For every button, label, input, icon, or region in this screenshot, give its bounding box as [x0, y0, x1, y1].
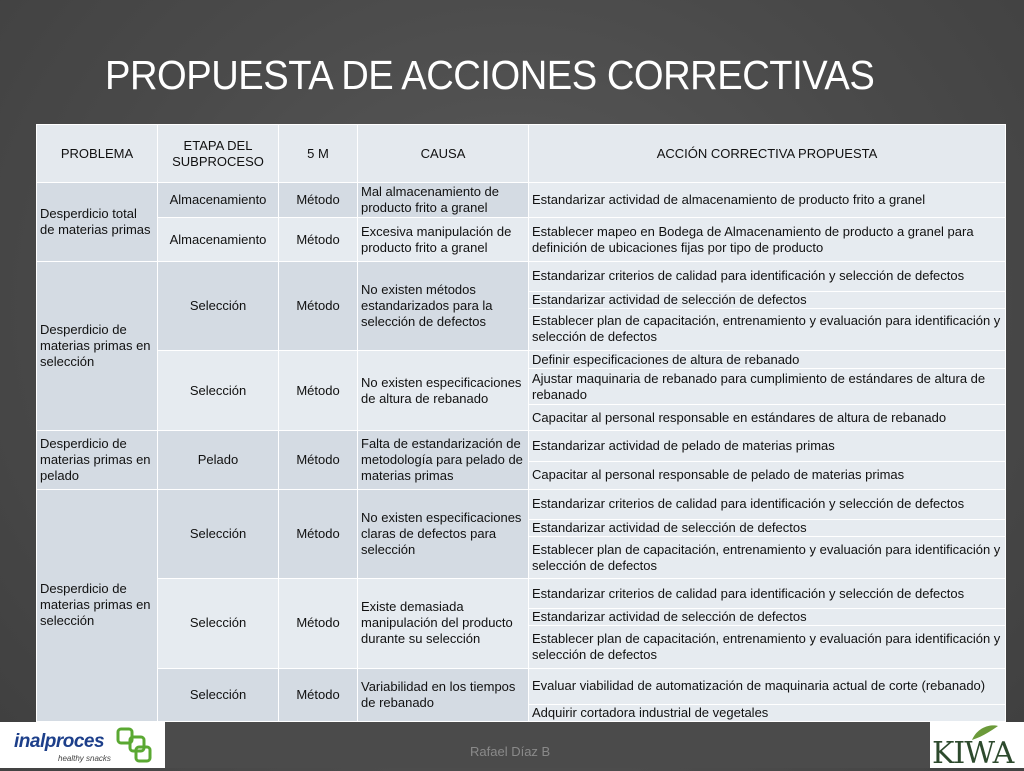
cause-cell: Excesiva manipulación de producto frito a granel [358, 218, 529, 261]
m-cell: Método [279, 489, 358, 578]
problem-cell: Desperdicio de materias primas en selección [37, 261, 158, 431]
action-cell: Estandarizar actividad de selección de defectos [529, 519, 1006, 536]
action-cell: Estandarizar criterios de calidad para identificación y selección de defectos [529, 579, 1006, 609]
kiwa-logo [930, 722, 1024, 771]
stage-cell: Almacenamiento [158, 218, 279, 261]
inalproces-logo-text: inalproces [14, 731, 105, 752]
header-etapa: ETAPA DEL SUBPROCESO [158, 125, 279, 183]
m-cell: Método [279, 183, 358, 218]
action-cell: Estandarizar actividad de selección de defectos [529, 291, 1006, 308]
stage-cell: Selección [158, 351, 279, 431]
action-cell: Definir especificaciones de altura de rebanado [529, 351, 1006, 369]
cause-cell: Variabilidad en los tiempos de rebanado [358, 668, 529, 721]
action-cell: Estandarizar criterios de calidad para identificación y selección de defectos [529, 489, 1006, 519]
problem-cell: Desperdicio de materias primas en pelado [37, 431, 158, 489]
action-cell: Adquirir cortadora industrial de vegetales [529, 704, 1006, 721]
m-cell: Método [279, 261, 358, 350]
problem-cell: Desperdicio de materias primas en selección [37, 489, 158, 721]
stage-cell: Selección [158, 261, 279, 350]
action-cell: Estandarizar actividad de selección de defectos [529, 609, 1006, 626]
action-cell: Establecer plan de capacitación, entrenamiento y evaluación para identificación y selección de defectos [529, 308, 1006, 350]
action-cell: Estandarizar actividad de pelado de materias primas [529, 431, 1006, 461]
corrective-actions-table [36, 124, 1005, 722]
m-cell: Método [279, 351, 358, 431]
action-cell: Ajustar maquinaria de rebanado para cumplimiento de estándares de altura de rebanado [529, 369, 1006, 405]
action-cell: Evaluar viabilidad de automatización de maquinaria actual de corte (rebanado) [529, 668, 1006, 704]
author-name: Rafael Díaz B [470, 744, 551, 759]
action-cell: Establecer plan de capacitación, entrenamiento y evaluación para identificación y selección de defectos [529, 626, 1006, 668]
cause-cell: Mal almacenamiento de producto frito a granel [358, 183, 529, 218]
cause-cell: No existen métodos estandarizados para la selección de defectos [358, 261, 529, 350]
cause-cell: No existen especificaciones de altura de rebanado [358, 351, 529, 431]
inalproces-mark-icon [114, 725, 154, 765]
stage-cell: Selección [158, 579, 279, 668]
table-row [37, 431, 1006, 461]
table-row [37, 183, 1006, 218]
cause-cell: Existe demasiada manipulación del producto durante su selección [358, 579, 529, 668]
problem-cell: Desperdicio total de materias primas [37, 183, 158, 261]
table-row [37, 218, 1006, 261]
action-cell: Estandarizar criterios de calidad para identificación y selección de defectos [529, 261, 1006, 291]
table-row [37, 668, 1006, 704]
table-header-row [37, 125, 1006, 183]
header-problema: PROBLEMA [37, 125, 158, 183]
table-row [37, 351, 1006, 369]
header-accion: ACCIÓN CORRECTIVA PROPUESTA [529, 125, 1006, 183]
slide-title: PROPUESTA DE ACCIONES CORRECTIVAS [105, 52, 875, 98]
kiwa-logo-text: KIWA [932, 736, 1014, 771]
m-cell: Método [279, 218, 358, 261]
cause-cell: Falta de estandarización de metodología para pelado de materias primas [358, 431, 529, 489]
m-cell: Método [279, 579, 358, 668]
inalproces-tagline: healthy snacks [58, 754, 111, 763]
stage-cell: Almacenamiento [158, 183, 279, 218]
cause-cell: No existen especificaciones claras de defectos para selección [358, 489, 529, 578]
action-cell: Capacitar al personal responsable en estándares de altura de rebanado [529, 405, 1006, 431]
action-cell: Establecer mapeo en Bodega de Almacenamiento de producto a granel para definición de ubicaciones fijas por tipo de producto [529, 218, 1006, 261]
stage-cell: Pelado [158, 431, 279, 489]
action-cell: Establecer plan de capacitación, entrenamiento y evaluación para identificación y selección de defectos [529, 536, 1006, 578]
stage-cell: Selección [158, 668, 279, 721]
table-row [37, 579, 1006, 609]
table-row [37, 261, 1006, 291]
header-causa: CAUSA [358, 125, 529, 183]
inalproces-logo [0, 722, 165, 768]
action-cell: Estandarizar actividad de almacenamiento de producto frito a granel [529, 183, 1006, 218]
m-cell: Método [279, 668, 358, 721]
table-row [37, 489, 1006, 519]
header-5m: 5 M [279, 125, 358, 183]
m-cell: Método [279, 431, 358, 489]
action-cell: Capacitar al personal responsable de pelado de materias primas [529, 461, 1006, 489]
stage-cell: Selección [158, 489, 279, 578]
